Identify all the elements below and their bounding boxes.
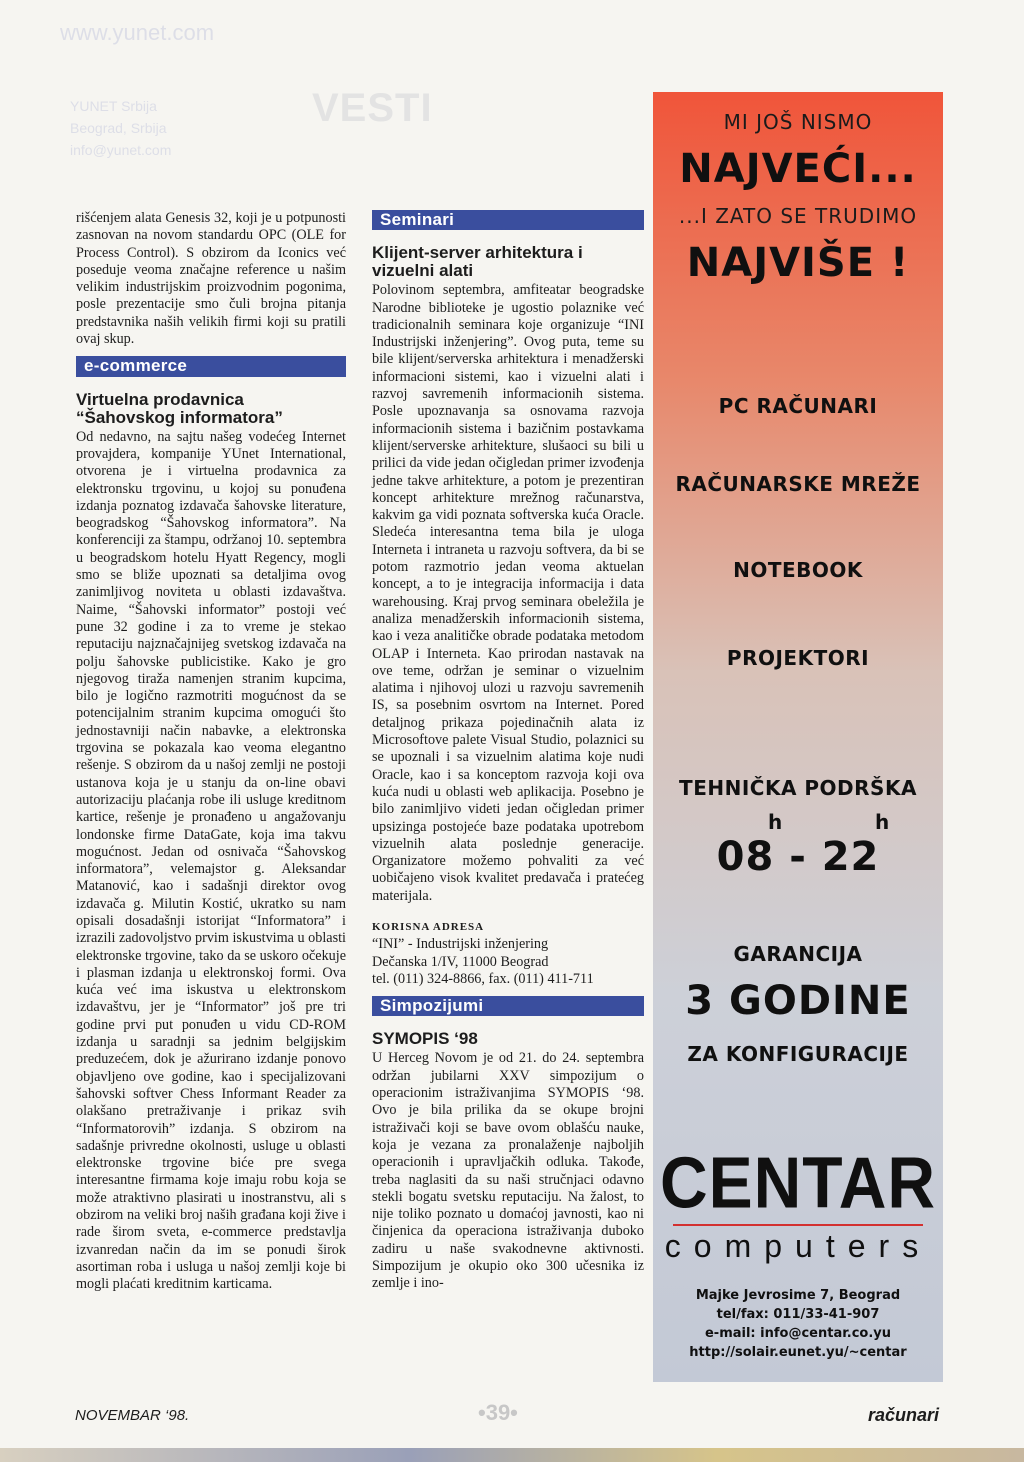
article-body: Od nedavno, na sajtu našeg vodećeg Internet provajdera, kompanije YUnet International, otvorena je i virtuelna prodavnica za elektronsku trgovinu, u kojoj su ponuđena izdanja poznatog izdavača šahovske literature, beogradskog “Šahovskog informatora”. Na konferenciji za štampu, održanoj 10. septembra u beogradskom hotelu Hyatt Regency, mogli smo se bliže upoznati sa detaljima ovog zanimljivog noviteta u oblasti izdavaštva. Naime, “Šahovski informator” postoji već pune 32 godine i za to vreme je stekao reputaciju najznačajnijeg svetskog izdavača na polju šahovske publicistike. Kako je gro njegovog tiraža namenjen stranim kupcima, bilo je logično razmotriti mogućnost da se potencijalnim stranim kupcima omogući što jednostavniji način nabavke, a elektronska trgovina se pokazala kao veoma elegantno rešenje. S obzirom da u našoj zemlji ne postoji ustanova koja je u stanju da on-line obavi autorizaciju plaćanja robe ili usluge kreditnom kartice, rešenje je pronađeno u angažovanju londonske firme DataGate, koja ima takvu mogućnost. Jedan od osnivača “Šahovskog informatora”, velemajstor g. Aleksandar Matanović, kao i sadašnji direktor ovog izdavača g. Milutin Kostić, ukratko su nam opisali dosadašnji istorijat “Informatora” i izrazili zadovoljstvo prvim iskustvima u oblasti elektronske trgovine, tako da se uskoro očekuje i plasman izdanja u elektronskoj formi. Ova kuća već ima iskustva u elektronskom izdavaštvu, jer je “Informator” još pre tri godine prvi put ponuđen u vidu CD-ROM izdanja u saradnji sa jednim belgijskim preduzećem, dok je ažurirano izdanje ponovo objavljeno ove godine, kao i specijalizovani šahovski softver Chess Informant Reader za olakšano pretraživanje i prikaz svih “Informatorovih” izdanja. S obzirom na sadašnje privredne okolnosti, usluge u oblasti elektronske trgovine biće pre svega interesantne firmama koje imaju robu koja se može atraktivno plasirati u inostranstvu, ali s obzirom na veliki broj naših građana koji žive i rade širom sveta, e-commerce predstavlja izvanredan način da im se ponudi širok asortiman roba i usluga u našoj zemlji koje bi mogli plaćati kreditnim karticama. [76, 428, 346, 1293]
footer-magazine-name: računari [868, 1405, 940, 1425]
address-line: tel. (011) 324-8866, fax. (011) 411-711 [372, 970, 594, 987]
ad-support-title: TEHNIČKA PODRŠKA [679, 776, 917, 800]
address-line: “INI” - Industrijski inženjering [372, 936, 549, 953]
ad-brand-logo: CENTAR [659, 1141, 937, 1223]
ad-warranty: GARANCIJA [733, 942, 863, 966]
ad-contact-url: http://solair.eunet.yu/~centar [689, 1345, 907, 1360]
intro-paragraph: rišćenjem alata Genesis 32, koji je u potpunosti zasnovan na novom standardu OPC (OLE for Process Control). S obzirom da Iconics već poseduje veoma značajne reference u našim velikim industrijskim proizvodnim pogonima, posle prezentacije smo čuli brojna pitanja predstavnika naših velikih firmi koji su pratili ovaj skup. [76, 210, 346, 348]
footer-page-number: •39• [478, 1400, 518, 1425]
ad-product: PC RAČUNARI [718, 394, 878, 418]
ad-warranty-for: ZA KONFIGURACIJE [687, 1042, 909, 1066]
ad-product: NOTEBOOK [733, 558, 863, 582]
address-label: KORISNA ADRESA [372, 920, 485, 933]
address-line: Dečanska 1/IV, 11000 Beograd [372, 953, 549, 970]
section-band-ecommerce: e-commerce [76, 356, 346, 376]
footer-issue: NOVEMBAR ‘98. [75, 1407, 190, 1424]
bottom-bleed-strip [0, 1448, 1024, 1462]
ad-contact-phone: tel/fax: 011/33-41-907 [716, 1307, 880, 1322]
article-headline: SYMOPIS ‘98 [372, 1029, 478, 1049]
ad-brand-sub: computers [664, 1228, 932, 1264]
advertisement [653, 92, 943, 1382]
ad-hours-suffix: h [768, 810, 783, 834]
ghost-line: info@yunet.com [70, 142, 172, 158]
ad-slogan-2: NAJVEĆI... [679, 146, 917, 192]
ad-contact-address: Majke Jevrosime 7, Beograd [695, 1288, 901, 1303]
ghost-lines [70, 95, 171, 161]
ad-brand-rule [673, 1224, 923, 1226]
ad-product: RAČUNARSKE MREŽE [675, 472, 921, 496]
ad-slogan-1: MI JOŠ NISMO [723, 110, 873, 134]
article-headline: Virtuelna prodavnica “Šahovskog informatora” [76, 389, 283, 427]
ad-product: PROJEKTORI [726, 646, 870, 670]
ad-slogan-4: NAJVIŠE ! [686, 240, 910, 286]
ad-hours-suffix: h [875, 810, 890, 834]
section-band-seminari: Seminari [372, 210, 644, 230]
article-body: U Herceg Novom je od 21. do 24. septembra održan jubilarni XXV simpozijum o operacionim istraživanjima SYMOPIS ‘98. Ovo je bila prilika da se okupe brojni istraživači koji se bave ovom oblašću nauke, koja je vezana za pronalaženje najboljih operacionih i upravljačkih odluka. Takođe, treba naglasiti da su naši stručnjaci odavno stekli bogatu svetsku reputaciju. Na žalost, to nije toliko poznato u domaćoj javnosti, kao ni činjenica da operaciona istraživanja duboko zadiru u naše svakodnevne aktivnosti. Simpozijum je okupio oko 300 učesnika iz zemlje i ino- [372, 1050, 644, 1292]
ad-contact-email: e-mail: info@centar.co.yu [704, 1326, 892, 1341]
ad-slogan-3: ...I ZATO SE TRUDIMO [678, 204, 918, 228]
article-headline: Klijent-server arhitektura i vizuelni alati [372, 243, 583, 281]
column-left [76, 210, 346, 1294]
column-middle [372, 210, 644, 1293]
section-band-simpozijumi: Simpozijumi [372, 996, 644, 1016]
ghost-line: YUNET Srbija [70, 98, 157, 114]
ghost-line: Beograd, Srbija [70, 120, 167, 136]
ghost-url: www.yunet.com [60, 20, 215, 45]
ad-warranty-years: 3 GODINE [685, 978, 911, 1024]
section-title: VESTI [312, 86, 433, 130]
article-body: Polovinom septembra, amfiteatar beogradske Narodne biblioteke je ugostio polaznike već tradicionalnih seminara koje organizuje “INI Industrijski inženjering”. Ovog puta, teme su bile klijent/serverska arhitektura i menadžerski informacioni sistemi, kao i vizuelni alati i razvoj savremenih informacionih sistema. Posle upoznavanja sa osnovama razvoja informacionih sistema i bazičnim postavkama klijent/serverske arhitekture, slušaoci su bili u prilici da vide jedan očigledan primer izvođenja jedne takve arhitekture, a potom je prezentiran koncept arhitekture mrežnog računarstva, kakvim ga vidi poznata softverska kuća Oracle. Sledeća interesantna tema bila je uloga Interneta i intraneta u razvoju softvera, da bi se potom razmotrio jedan veoma aktuelan koncept, a to je integracija informacija i data warehousing. Kraj prvog seminara obeležila je analiza menadžerskih informacionih sistema, kao i veza analitičke obrade podataka metodom OLAP i Interneta. Kao prirodan nastavak na ove teme, održan je seminar o vizuelnim alatima i njihovoj ulozi u razvoju savremenih IS, sa posebnim osvrtom na Internet. Pored detaljnog prikaza pojedinačnih alata iz Microsoftove palete Visual Studio, polaznici su se upoznali i sa vizuelnim alatima koje nudi Oracle, kao i sa konceptom razvoja koji ova kuća nudi u oblasti web aplikacija. Posebno je bilo zanimljivo videti jedan očigledan primer upsizinga postojeće baze podataka upotrebom vizuelnih alata poslednje generacije. Organizatore možemo pohvaliti za već uobičajeno visok kvalitet predavača i pratećeg materijala. [372, 282, 644, 904]
ad-hours: 08 - 22 [716, 834, 880, 880]
